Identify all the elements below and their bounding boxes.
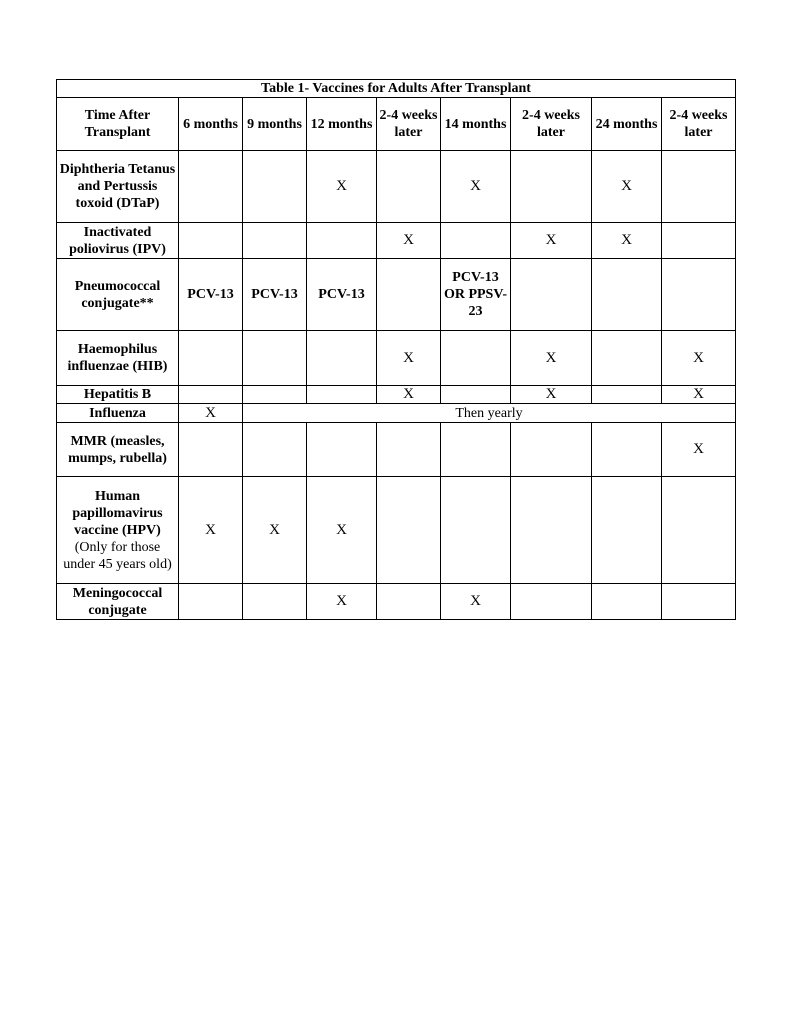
table-cell [243,423,307,477]
table-cell [662,584,736,620]
vaccine-table [56,79,736,620]
table-cell [179,223,243,259]
table-cell: X [662,423,736,477]
table-cell [243,386,307,404]
table-cell [377,423,441,477]
header-row [57,98,736,151]
table-cell: X [511,331,592,386]
table-cell: X [592,151,662,223]
table-cell [511,423,592,477]
table-cell [511,477,592,584]
table-cell [179,386,243,404]
table-cell [592,259,662,331]
table-cell [377,477,441,584]
vaccine-name: Pneumococcal conjugate** [57,259,179,331]
table-cell [441,331,511,386]
table-cell: X [377,386,441,404]
table-row [57,151,736,223]
table-cell: PCV-13 OR PPSV-23 [441,259,511,331]
table-title: Table 1- Vaccines for Adults After Transplant [57,80,736,98]
table-cell: X [441,584,511,620]
vaccine-name: Diphtheria Tetanus and Pertussis toxoid (DTaP) [57,151,179,223]
table-cell [179,151,243,223]
table-cell [377,151,441,223]
table-cell [662,223,736,259]
table-cell: PCV-13 [179,259,243,331]
vaccine-name: Influenza [57,404,179,423]
column-header: 9 months [243,98,307,151]
table-cell: X [307,151,377,223]
table-cell [441,477,511,584]
table-row [57,386,736,404]
table-cell: X [243,477,307,584]
table-row [57,404,736,423]
vaccine-name: MMR (measles, mumps, rubella) [57,423,179,477]
table-cell [511,584,592,620]
table-cell: PCV-13 [307,259,377,331]
vaccine-name: Haemophilus influenzae (HIB) [57,331,179,386]
table-cell [511,259,592,331]
table-cell [662,259,736,331]
table-cell: X [377,331,441,386]
column-header: 2-4 weeks later [377,98,441,151]
table-cell [377,584,441,620]
table-cell: X [179,404,243,423]
table-cell [441,223,511,259]
table-cell: X [511,386,592,404]
table-cell: X [377,223,441,259]
table-cell [243,584,307,620]
vaccine-note: (Only for those under 45 years old) [63,539,172,572]
time-after-transplant-header: Time After Transplant [57,98,179,151]
column-header: 14 months [441,98,511,151]
table-cell: X [511,223,592,259]
table-cell [377,259,441,331]
table-cell [592,331,662,386]
column-header: 6 months [179,98,243,151]
table-cell [592,423,662,477]
table-row [57,584,736,620]
table-cell: X [307,584,377,620]
vaccine-name: Meningococcal conjugate [57,584,179,620]
vaccine-name: Human papillomavirus vaccine (HPV) [72,488,163,538]
table-cell [511,151,592,223]
table-cell [307,423,377,477]
column-header: 2-4 weeks later [662,98,736,151]
table-row [57,477,736,584]
table-cell [592,386,662,404]
vaccine-name: Hepatitis B [57,386,179,404]
then-yearly-cell: Then yearly [243,404,736,423]
table-cell: X [592,223,662,259]
table-cell [179,331,243,386]
table-cell: X [662,386,736,404]
table-cell [307,223,377,259]
vaccine-name-cell [57,477,179,584]
table-cell: X [662,331,736,386]
table-cell [179,584,243,620]
table-cell [441,423,511,477]
table-cell [592,584,662,620]
table-cell [243,151,307,223]
table-cell [662,477,736,584]
table-cell [592,477,662,584]
table-row [57,331,736,386]
table-cell [307,386,377,404]
table-cell [662,151,736,223]
table-row [57,259,736,331]
table-cell [307,331,377,386]
column-header: 2-4 weeks later [511,98,592,151]
table-row [57,423,736,477]
table-cell: X [307,477,377,584]
column-header: 24 months [592,98,662,151]
vaccine-name: Inactivated poliovirus (IPV) [57,223,179,259]
table-cell: X [179,477,243,584]
table-cell: X [441,151,511,223]
table-row [57,223,736,259]
column-header: 12 months [307,98,377,151]
table-cell [441,386,511,404]
table-cell: PCV-13 [243,259,307,331]
table-cell [179,423,243,477]
table-cell [243,331,307,386]
table-cell [243,223,307,259]
